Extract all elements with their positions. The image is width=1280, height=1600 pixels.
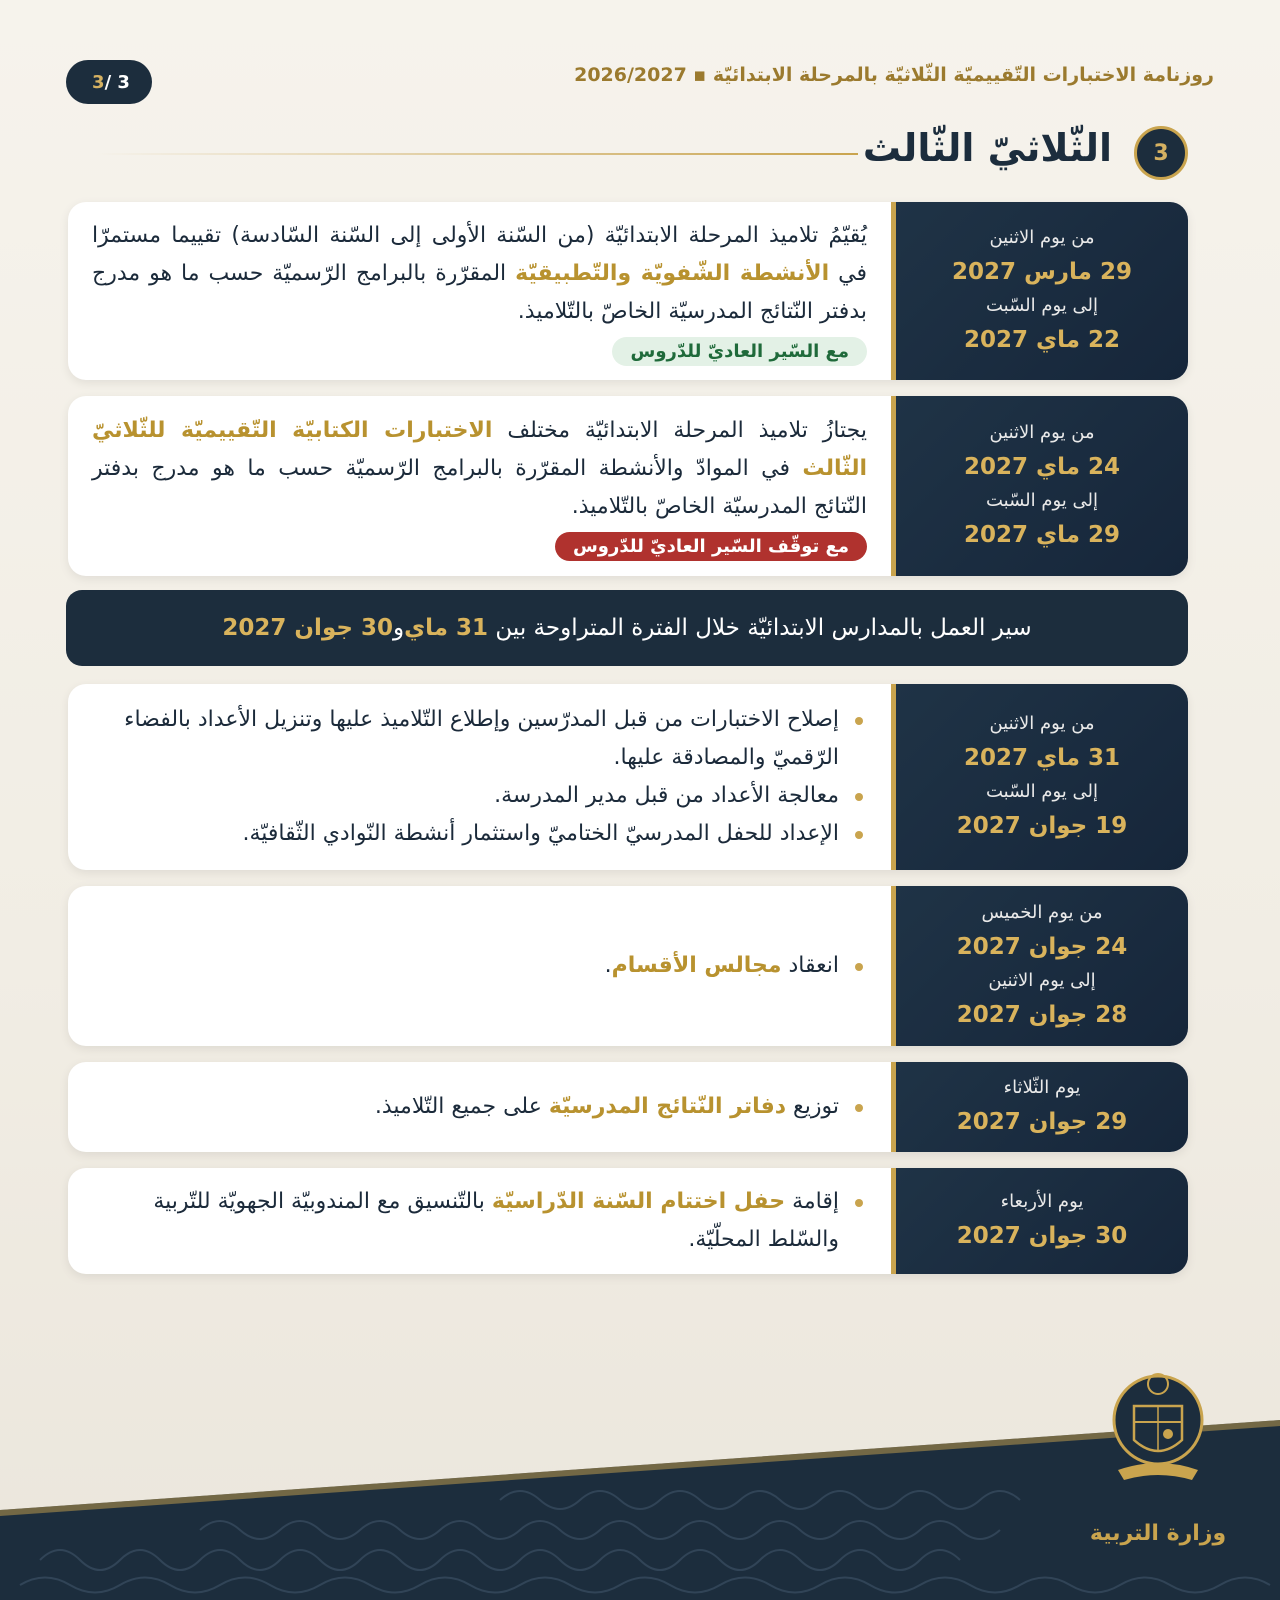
banner-text: و bbox=[392, 615, 405, 641]
page-current: 3 bbox=[92, 71, 105, 93]
row-description bbox=[92, 217, 867, 331]
text-part: المقرّرة بالبرامج الرّسميّة حسب ما هو مدرج بدفتر النّتائج المدرسيّة الخاصّ بالتّلاميذ. bbox=[92, 260, 867, 324]
text-part: يجتازُ تلاميذ المرحلة الابتدائيّة مختلف bbox=[492, 417, 867, 443]
date-panel bbox=[891, 1062, 1188, 1152]
date-to: 29 ماي 2027 bbox=[964, 522, 1121, 548]
date-to: 22 ماي 2027 bbox=[964, 327, 1121, 353]
status-tag-suspended: مع توقّف السّير العاديّ للدّروس bbox=[555, 532, 867, 561]
schedule-row-continuous-assessment bbox=[68, 202, 1188, 380]
section-divider bbox=[96, 153, 858, 155]
section-title: الثّلاثيّ الثّالث bbox=[862, 126, 1112, 170]
highlight-text: حفل اختتام السّنة الدّراسيّة bbox=[491, 1189, 786, 1214]
section-heading bbox=[96, 124, 1188, 184]
date-panel bbox=[891, 886, 1188, 1046]
text-part: . bbox=[604, 953, 612, 978]
schedule-row-report-distribution bbox=[68, 1062, 1188, 1152]
coat-of-arms-icon bbox=[1088, 1350, 1228, 1570]
text-part: على جميع التّلاميذ. bbox=[374, 1094, 549, 1119]
list-item bbox=[92, 947, 867, 985]
task-list bbox=[92, 1088, 867, 1126]
date-to-label: إلى يوم السّبت bbox=[985, 295, 1099, 316]
date-to: 28 جوان 2027 bbox=[956, 1002, 1128, 1028]
text-part: بالتّنسيق مع المندوبيّة الجهويّة للتّربية والسّلط المحلّيّة. bbox=[153, 1189, 839, 1252]
date-to: 19 جوان 2027 bbox=[956, 813, 1128, 839]
date-from: 24 ماي 2027 bbox=[964, 454, 1121, 480]
list-item bbox=[92, 1088, 867, 1126]
schedule-row-written-exams bbox=[68, 396, 1188, 576]
highlight-text: الاختبارات الكتابيّة التّقييميّة للثّلاثيّ الثّالث bbox=[92, 417, 867, 481]
row-content bbox=[68, 684, 891, 870]
date-from-label: من يوم الاثنين bbox=[989, 422, 1095, 443]
status-tag-normal: مع السّير العاديّ للدّروس bbox=[612, 337, 867, 366]
task-list bbox=[92, 947, 867, 985]
list-item bbox=[92, 1183, 867, 1259]
page-indicator bbox=[66, 60, 152, 104]
section-number: 3 bbox=[1134, 126, 1188, 180]
highlight-text: دفاتر النّتائج المدرسيّة bbox=[548, 1094, 787, 1119]
date-panel bbox=[891, 396, 1188, 576]
day-label: يوم الأربعاء bbox=[1000, 1191, 1084, 1212]
schedule-row-closing-ceremony bbox=[68, 1168, 1188, 1274]
banner-text: سير العمل بالمدارس الابتدائيّة خلال الفترة المتراوحة بين bbox=[495, 615, 1032, 641]
row-content bbox=[68, 1168, 891, 1274]
text-part: توزيع bbox=[786, 1094, 839, 1119]
row-content bbox=[68, 202, 891, 380]
list-item: إصلاح الاختبارات من قبل المدرّسين وإطلاع التّلاميذ عليها وتنزيل الأعداد بالفضاء الرّقميّ والمصادقة عليها. bbox=[92, 701, 867, 777]
date: 29 جوان 2027 bbox=[956, 1109, 1128, 1135]
date-from: 31 ماي 2027 bbox=[964, 745, 1121, 771]
schedule-row-correction bbox=[68, 684, 1188, 870]
schedule-row-class-councils bbox=[68, 886, 1188, 1046]
text-part: إقامة bbox=[785, 1189, 839, 1214]
text-part: في الموادّ والأنشطة المقرّرة بالبرامج الرّسميّة حسب ما هو مدرج بدفتر النّتائج المدرسيّة الخاصّ بالتّلاميذ. bbox=[92, 455, 867, 519]
task-list bbox=[92, 701, 867, 853]
text-part: يُقيّمُ تلاميذ المرحلة الابتدائيّة (من السّنة الأولى إلى السّنة السّادسة) تقييما مستمرّا في bbox=[92, 222, 867, 286]
date-panel bbox=[891, 684, 1188, 870]
row-content bbox=[68, 1062, 891, 1152]
date: 30 جوان 2027 bbox=[956, 1223, 1128, 1249]
ministry-emblem bbox=[1088, 1350, 1228, 1570]
row-description bbox=[92, 412, 867, 526]
date-to-label: إلى يوم الاثنين bbox=[988, 970, 1096, 991]
page-header bbox=[66, 60, 1214, 100]
list-item: معالجة الأعداد من قبل مدير المدرسة. bbox=[92, 777, 867, 815]
row-content bbox=[68, 396, 891, 576]
list-item: الإعداد للحفل المدرسيّ الختاميّ واستثمار أنشطة النّوادي الثّقافيّة. bbox=[92, 815, 867, 853]
row-content bbox=[68, 886, 891, 1046]
date-from-label: من يوم الاثنين bbox=[989, 713, 1095, 734]
date-from-label: من يوم الاثنين bbox=[989, 227, 1095, 248]
banner-date-end: 30 جوان 2027 bbox=[222, 615, 393, 641]
banner-date-start: 31 ماي bbox=[404, 615, 489, 641]
ministry-name: وزارة التربية bbox=[1089, 1521, 1227, 1546]
date-panel bbox=[891, 1168, 1188, 1274]
document-title: روزنامة الاختبارات التّقييميّة الثّلاثيّة بالمرحلة الابتدائيّة ▪ 2026/2027 bbox=[574, 64, 1214, 86]
highlight-text: الأنشطة الشّفويّة والتّطبيقيّة bbox=[515, 260, 830, 286]
task-list bbox=[92, 1183, 867, 1259]
date-to-label: إلى يوم السّبت bbox=[985, 781, 1099, 802]
period-banner bbox=[66, 590, 1188, 666]
date-panel bbox=[891, 202, 1188, 380]
date-from: 24 جوان 2027 bbox=[956, 934, 1128, 960]
text-part: انعقاد bbox=[781, 953, 839, 978]
date-from-label: من يوم الخميس bbox=[981, 902, 1103, 923]
date-to-label: إلى يوم السّبت bbox=[985, 490, 1099, 511]
highlight-text: مجالس الأقسام bbox=[611, 953, 782, 978]
page-total: / 3 bbox=[104, 71, 130, 93]
day-label: يوم الثّلاثاء bbox=[1003, 1077, 1081, 1098]
date-from: 29 مارس 2027 bbox=[952, 259, 1132, 285]
